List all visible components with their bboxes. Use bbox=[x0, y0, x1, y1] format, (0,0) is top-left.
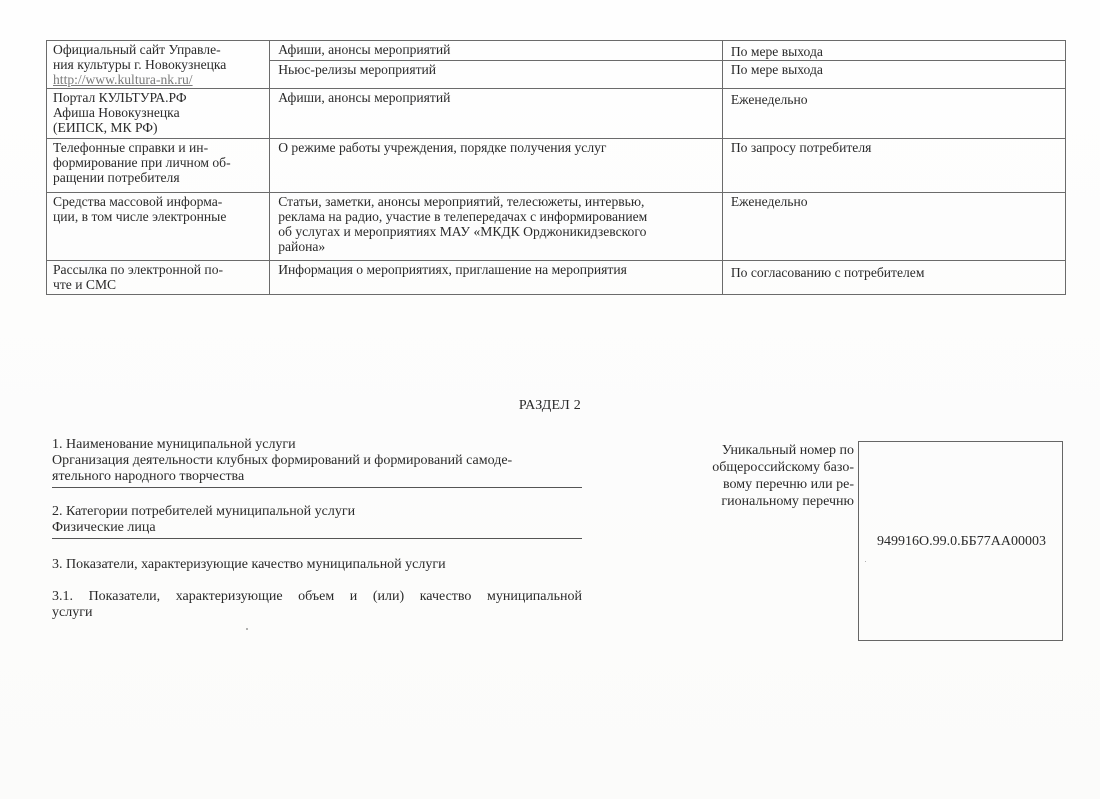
content-cell: О режиме работы учреждения, порядке получения услуг bbox=[270, 139, 723, 193]
content-line: Афиши, анонсы мероприятий bbox=[270, 41, 722, 61]
unique-number-label-line: Уникальный номер по bbox=[721, 443, 854, 458]
service-name-label: 1. Наименование муниципальной услуги bbox=[52, 437, 296, 452]
frequency-text: По согласованию с потребителем bbox=[730, 265, 925, 280]
channel-line: ния культуры г. Новокузнецка bbox=[53, 57, 227, 72]
content-cell: Афиши, анонсы мероприятий bbox=[270, 89, 723, 139]
unique-number-label-line: общероссийскому базо- bbox=[712, 460, 854, 475]
channel-line: чте и СМС bbox=[53, 277, 117, 292]
consumer-category-value: Физические лица bbox=[52, 520, 156, 535]
consumer-category-field bbox=[52, 504, 582, 539]
content-line: реклама на радио, участие в телепередачах с информированием bbox=[278, 209, 648, 224]
channel-line: Портал КУЛЬТУРА.РФ bbox=[53, 90, 187, 105]
unique-number-box bbox=[858, 441, 1063, 641]
content-line: Статьи, заметки, анонсы мероприятий, телесюжеты, интервью, bbox=[278, 194, 645, 209]
table-row bbox=[47, 139, 1066, 193]
volume-indicators-heading bbox=[52, 589, 582, 621]
section-title: РАЗДЕЛ 2 bbox=[518, 398, 582, 413]
service-description bbox=[52, 437, 582, 621]
channel-line: формирование при личном об- bbox=[53, 155, 231, 170]
frequency-line: По мере выхода bbox=[730, 62, 823, 77]
frequency-cell bbox=[722, 89, 1065, 139]
frequency-cell bbox=[722, 41, 1065, 89]
volume-indicators-line: 3.1. Показатели, характеризующие объем и (или) качество муниципальной bbox=[52, 589, 582, 604]
content-line: Ньюс-релизы мероприятий bbox=[278, 62, 437, 77]
table-row bbox=[47, 193, 1066, 261]
channel-line: ращении потребителя bbox=[53, 170, 180, 185]
scan-speck bbox=[246, 628, 248, 630]
content-line: района» bbox=[278, 239, 326, 254]
channel-line: (ЕИПСК, МК РФ) bbox=[53, 120, 158, 135]
unique-number-value: 949916О.99.0.ББ77АА00003 bbox=[877, 534, 1046, 549]
table-row bbox=[47, 41, 1066, 89]
channel-line: Рассылка по электронной по- bbox=[53, 262, 224, 277]
channel-line: Средства массовой информа- bbox=[53, 194, 223, 209]
channel-line: ции, в том числе электронные bbox=[53, 209, 227, 224]
frequency-line: По мере выхода bbox=[723, 41, 1065, 61]
table-row bbox=[47, 261, 1066, 295]
content-cell bbox=[270, 41, 723, 89]
channel-cell bbox=[47, 41, 270, 89]
volume-indicators-line: услуги bbox=[52, 605, 93, 620]
site-link[interactable]: http://www.kultura-nk.ru/ bbox=[53, 72, 193, 87]
content-line: об услугах и мероприятиях МАУ «МКДК Орджоникидзевского bbox=[278, 224, 647, 239]
quality-indicators-heading: 3. Показатели, характеризующие качество муниципальной услуги bbox=[52, 557, 446, 572]
frequency-cell: Еженедельно bbox=[722, 193, 1065, 261]
service-name-field bbox=[52, 437, 582, 488]
channel-cell bbox=[47, 139, 270, 193]
unique-number-label bbox=[690, 442, 854, 510]
service-name-value: ятельного народного творчества bbox=[52, 469, 245, 484]
table-row bbox=[47, 89, 1066, 139]
channel-line: Официальный сайт Управле- bbox=[53, 42, 221, 57]
channel-line: Телефонные справки и ин- bbox=[53, 140, 209, 155]
channel-cell bbox=[47, 89, 270, 139]
scan-speck bbox=[865, 561, 866, 562]
unique-number-label-line: гиональному перечню bbox=[721, 494, 854, 509]
frequency-cell: По запросу потребителя bbox=[722, 139, 1065, 193]
channel-cell bbox=[47, 193, 270, 261]
content-cell bbox=[270, 193, 723, 261]
frequency-text: Еженедельно bbox=[730, 92, 808, 107]
info-table bbox=[46, 40, 1066, 295]
frequency-cell bbox=[722, 261, 1065, 295]
content-cell: Информация о мероприятиях, приглашение на мероприятия bbox=[270, 261, 723, 295]
unique-number-label-line: вому перечню или ре- bbox=[722, 477, 854, 492]
channel-cell bbox=[47, 261, 270, 295]
service-name-value: Организация деятельности клубных формирований и формирований самоде- bbox=[52, 453, 513, 468]
consumer-category-label: 2. Категории потребителей муниципальной услуги bbox=[52, 504, 356, 519]
channel-line: Афиша Новокузнецка bbox=[53, 105, 180, 120]
